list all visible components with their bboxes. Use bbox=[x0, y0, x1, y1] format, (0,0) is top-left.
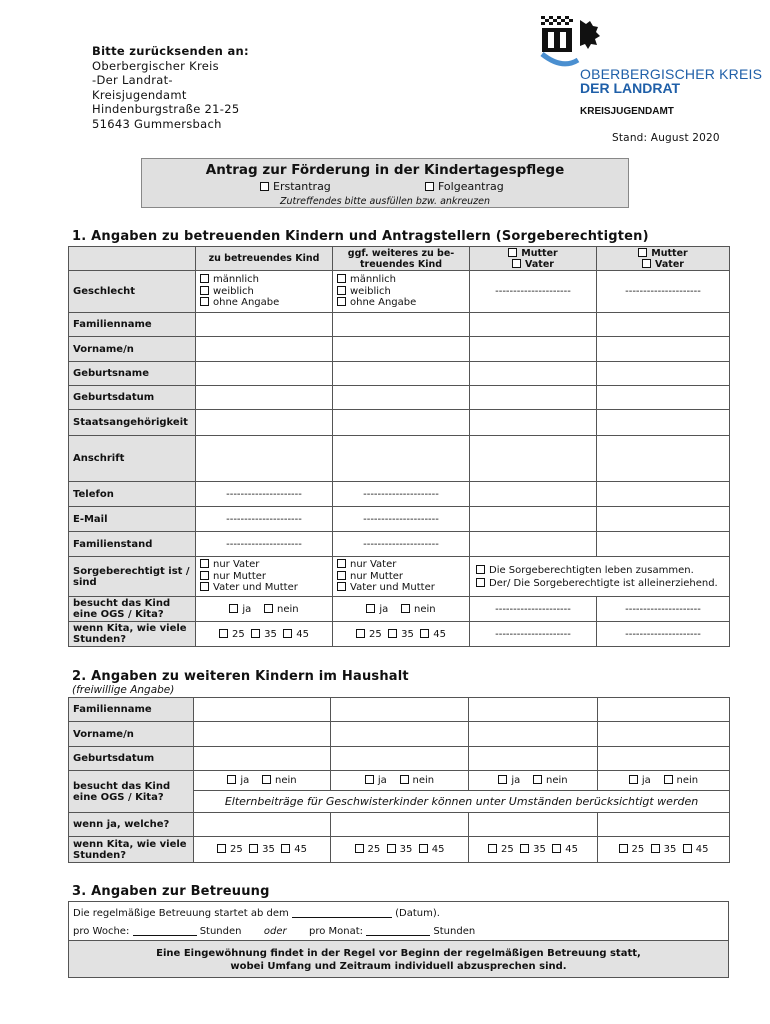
custody-mother[interactable] bbox=[337, 571, 465, 583]
title-note: Zutreffendes bitte ausfüllen bzw. ankreuzen bbox=[279, 196, 491, 207]
checkbox[interactable] bbox=[337, 274, 346, 283]
return-address-line: Kreisjugendamt bbox=[92, 87, 187, 102]
label: ja bbox=[379, 603, 389, 615]
option-ja[interactable] bbox=[498, 775, 520, 786]
option-25[interactable] bbox=[355, 844, 381, 855]
input-cell[interactable] bbox=[333, 386, 470, 410]
hours-options bbox=[196, 622, 333, 647]
return-address-line: -Der Landrat- bbox=[92, 73, 173, 87]
option-45[interactable] bbox=[283, 629, 309, 640]
label: ja bbox=[377, 775, 387, 786]
option-nein[interactable] bbox=[400, 775, 435, 786]
option-mutter[interactable] bbox=[601, 248, 725, 259]
label: nein bbox=[676, 775, 699, 786]
label: ja bbox=[242, 603, 252, 615]
label: Mutter bbox=[651, 247, 688, 259]
section3-box bbox=[68, 901, 729, 978]
form-title: Antrag zur Förderung in der Kindertagespflege bbox=[205, 162, 565, 178]
option-45[interactable] bbox=[281, 844, 307, 855]
option-ja[interactable] bbox=[366, 604, 388, 615]
option-ja[interactable] bbox=[229, 604, 251, 615]
checkbox[interactable] bbox=[337, 286, 346, 295]
option-45[interactable] bbox=[419, 844, 445, 855]
checkbox[interactable] bbox=[260, 182, 269, 191]
checkbox[interactable] bbox=[200, 582, 209, 591]
gender-male[interactable] bbox=[337, 274, 465, 286]
row-label-geburtsdatum: Geburtsdatum bbox=[69, 386, 196, 410]
input-cell[interactable] bbox=[598, 722, 730, 747]
input-cell[interactable] bbox=[196, 362, 333, 386]
not-applicable: --------------------- bbox=[196, 482, 333, 507]
label: 35 bbox=[262, 844, 275, 855]
label: 35 bbox=[663, 844, 677, 855]
not-applicable: --------------------- bbox=[597, 622, 730, 647]
label: 35 bbox=[401, 628, 414, 640]
option-vater[interactable] bbox=[474, 259, 592, 270]
label: weiblich bbox=[350, 285, 391, 297]
option-35[interactable] bbox=[388, 629, 414, 640]
checkbox[interactable] bbox=[249, 844, 258, 853]
option-nein[interactable] bbox=[533, 775, 568, 786]
checkbox[interactable] bbox=[664, 775, 673, 784]
option-35[interactable] bbox=[651, 844, 677, 855]
input-cell[interactable] bbox=[597, 337, 730, 362]
input-cell[interactable] bbox=[469, 722, 598, 747]
label: nur Mutter bbox=[213, 570, 267, 582]
row-label-stunden: wenn Kita, wie viele Stunden? bbox=[69, 837, 194, 863]
section2-heading: 2. Angaben zu weiteren Kindern im Haushalt bbox=[72, 669, 409, 684]
checkbox[interactable] bbox=[401, 604, 410, 613]
label: männlich bbox=[350, 274, 396, 286]
label: nein bbox=[546, 775, 568, 786]
gender-none[interactable] bbox=[337, 297, 465, 309]
input-cell[interactable] bbox=[196, 436, 333, 482]
row-label-stunden: wenn Kita, wie viele Stunden? bbox=[69, 622, 196, 647]
label: 25 bbox=[367, 844, 381, 855]
input-cell[interactable] bbox=[194, 722, 331, 747]
input-cell[interactable] bbox=[333, 436, 470, 482]
label: 35 bbox=[264, 628, 277, 640]
logo-line-1: OBERBERGISCHER KREIS bbox=[580, 66, 763, 82]
input-cell[interactable] bbox=[597, 507, 730, 532]
checkbox[interactable] bbox=[229, 604, 238, 613]
checkbox[interactable] bbox=[512, 259, 521, 268]
label: 25 bbox=[501, 844, 514, 855]
label: weiblich bbox=[213, 285, 254, 297]
row-label-geburtsdatum: Geburtsdatum bbox=[69, 747, 194, 771]
checkbox[interactable] bbox=[619, 844, 628, 853]
gender-male[interactable] bbox=[200, 274, 328, 286]
option-label: Erstantrag bbox=[273, 180, 331, 193]
checkbox[interactable] bbox=[387, 844, 396, 853]
not-applicable: --------------------- bbox=[196, 507, 333, 532]
checkbox[interactable] bbox=[200, 274, 209, 283]
option-vater[interactable] bbox=[601, 259, 725, 270]
custody-options-child1 bbox=[196, 557, 333, 597]
row-label-sorgeberechtigt: Sorgeberechtigt ist / sind bbox=[69, 557, 196, 597]
custody-options-child2 bbox=[333, 557, 470, 597]
input-cell[interactable] bbox=[333, 313, 470, 337]
checkbox[interactable] bbox=[520, 844, 529, 853]
input-cell[interactable] bbox=[470, 410, 597, 436]
return-address bbox=[92, 44, 249, 131]
gender-female[interactable] bbox=[200, 286, 328, 298]
option-25[interactable] bbox=[219, 629, 245, 640]
siblings-note: Elternbeiträge für Geschwisterkinder können unter Umständen berücksichtigt werden bbox=[194, 791, 730, 813]
label: nur Vater bbox=[213, 559, 260, 571]
custody-both[interactable] bbox=[337, 582, 465, 594]
label: 25 bbox=[369, 628, 382, 640]
hours-label: Stunden bbox=[433, 926, 476, 937]
label: ohne Angabe bbox=[350, 297, 417, 309]
checkbox[interactable] bbox=[219, 629, 228, 638]
input-cell[interactable] bbox=[470, 386, 597, 410]
label: ohne Angabe bbox=[213, 297, 280, 309]
checkbox[interactable] bbox=[227, 775, 236, 784]
input-cell[interactable] bbox=[597, 532, 730, 557]
input-cell[interactable] bbox=[470, 362, 597, 386]
checkbox[interactable] bbox=[366, 604, 375, 613]
return-address-line: Hindenburgstraße 21-25 bbox=[92, 102, 240, 116]
label: nein bbox=[412, 775, 435, 786]
option-25[interactable] bbox=[488, 844, 514, 855]
checkbox[interactable] bbox=[683, 844, 692, 853]
checkbox[interactable] bbox=[533, 775, 542, 784]
note-line: wobei Umfang und Zeitraum individuell abzusprechen sind. bbox=[230, 961, 567, 972]
input-cell[interactable] bbox=[470, 436, 597, 482]
label: männlich bbox=[213, 274, 259, 286]
input-cell[interactable] bbox=[331, 722, 469, 747]
input-cell[interactable] bbox=[194, 698, 331, 722]
row-label-geburtsname: Geburtsname bbox=[69, 362, 196, 386]
checkbox[interactable] bbox=[638, 248, 647, 257]
label: 45 bbox=[296, 628, 309, 640]
row-label-telefon: Telefon bbox=[69, 482, 196, 507]
option-25[interactable] bbox=[217, 844, 243, 855]
label: Vater und Mutter bbox=[350, 582, 435, 594]
gender-none[interactable] bbox=[200, 297, 328, 309]
ogs-options bbox=[469, 771, 598, 791]
row-label-staatsangehoerigkeit: Staatsangehörigkeit bbox=[69, 410, 196, 436]
label: Mutter bbox=[521, 247, 558, 259]
gender-options-child1 bbox=[196, 271, 333, 313]
label: nein bbox=[277, 603, 299, 615]
label: 45 bbox=[565, 844, 578, 855]
label: 45 bbox=[695, 844, 709, 855]
return-address-heading: Bitte zurücksenden an: bbox=[92, 44, 249, 58]
input-cell[interactable] bbox=[597, 482, 730, 507]
label: nur Mutter bbox=[350, 570, 404, 582]
hours-options bbox=[333, 622, 470, 647]
option-folgeantrag[interactable] bbox=[425, 180, 504, 193]
not-applicable: --------------------- bbox=[333, 507, 470, 532]
section1-table bbox=[68, 246, 730, 647]
input-cell[interactable] bbox=[331, 813, 469, 837]
input-cell[interactable] bbox=[597, 362, 730, 386]
title-box bbox=[141, 158, 629, 208]
checkbox[interactable] bbox=[337, 582, 346, 591]
hours-options bbox=[598, 837, 730, 863]
parents-single[interactable] bbox=[476, 577, 725, 590]
checkbox[interactable] bbox=[217, 844, 226, 853]
start-date-label: Die regelmäßige Betreuung startet ab dem bbox=[73, 908, 289, 919]
input-cell[interactable] bbox=[470, 507, 597, 532]
hours-row bbox=[73, 925, 475, 937]
parents-together[interactable] bbox=[476, 564, 725, 577]
checkbox[interactable] bbox=[420, 629, 429, 638]
hours-per-month-field[interactable] bbox=[366, 925, 430, 936]
row-label-vorname: Vorname/n bbox=[69, 337, 196, 362]
label: 35 bbox=[399, 844, 413, 855]
input-cell[interactable] bbox=[194, 813, 331, 837]
start-date-field[interactable] bbox=[292, 907, 392, 918]
input-cell[interactable] bbox=[597, 313, 730, 337]
custody-mother[interactable] bbox=[200, 571, 328, 583]
note-line: Eine Eingewöhnung findet in der Regel vor Beginn der regelmäßigen Betreuung statt, bbox=[156, 948, 641, 959]
row-label-familienname: Familienname bbox=[69, 313, 196, 337]
not-applicable: --------------------- bbox=[333, 482, 470, 507]
checkbox[interactable] bbox=[388, 629, 397, 638]
checkbox[interactable] bbox=[337, 571, 346, 580]
custody-father[interactable] bbox=[337, 559, 465, 571]
input-cell[interactable] bbox=[333, 337, 470, 362]
checkbox[interactable] bbox=[476, 578, 485, 587]
option-ja[interactable] bbox=[227, 775, 249, 786]
input-cell[interactable] bbox=[469, 747, 598, 771]
option-nein[interactable] bbox=[664, 775, 699, 786]
logo-line-2: DER LANDRAT bbox=[580, 80, 681, 96]
checkbox[interactable] bbox=[264, 604, 273, 613]
logo-line-3: KREISJUGENDAMT bbox=[580, 106, 674, 117]
header-parent-2 bbox=[597, 247, 730, 271]
input-cell[interactable] bbox=[470, 337, 597, 362]
checkbox[interactable] bbox=[281, 844, 290, 853]
row-label-ogs: besucht das Kind eine OGS / Kita? bbox=[69, 771, 194, 813]
row-label-ogs: besucht das Kind eine OGS / Kita? bbox=[69, 597, 196, 622]
label: 25 bbox=[232, 628, 245, 640]
checkbox[interactable] bbox=[552, 844, 561, 853]
label: Vater und Mutter bbox=[213, 582, 298, 594]
hours-label: Stunden bbox=[199, 926, 242, 937]
checkbox[interactable] bbox=[200, 286, 209, 295]
input-cell[interactable] bbox=[331, 698, 469, 722]
input-cell[interactable] bbox=[196, 410, 333, 436]
section2-subheading: (freiwillige Angabe) bbox=[72, 684, 175, 696]
checkbox[interactable] bbox=[651, 844, 660, 853]
option-nein[interactable] bbox=[401, 604, 436, 615]
input-cell[interactable] bbox=[470, 532, 597, 557]
checkbox[interactable] bbox=[283, 629, 292, 638]
option-45[interactable] bbox=[683, 844, 709, 855]
not-applicable: --------------------- bbox=[470, 622, 597, 647]
checkbox[interactable] bbox=[365, 775, 374, 784]
option-25[interactable] bbox=[619, 844, 645, 855]
checkbox[interactable] bbox=[419, 844, 428, 853]
input-cell[interactable] bbox=[597, 386, 730, 410]
label: Der/ Die Sorgeberechtigte ist alleinerziehend. bbox=[489, 577, 718, 589]
start-date-suffix: (Datum). bbox=[395, 908, 440, 919]
label: 35 bbox=[533, 844, 546, 855]
checkbox[interactable] bbox=[262, 775, 271, 784]
or-label: oder bbox=[263, 926, 287, 937]
label: nein bbox=[275, 775, 297, 786]
input-cell[interactable] bbox=[597, 410, 730, 436]
checkbox[interactable] bbox=[629, 775, 638, 784]
option-label: Folgeantrag bbox=[438, 180, 504, 193]
input-cell[interactable] bbox=[196, 386, 333, 410]
option-ja[interactable] bbox=[365, 775, 387, 786]
ogs-options bbox=[331, 771, 469, 791]
row-label-welche: wenn ja, welche? bbox=[69, 813, 194, 837]
input-cell[interactable] bbox=[597, 436, 730, 482]
label: 25 bbox=[230, 844, 243, 855]
checkbox[interactable] bbox=[498, 775, 507, 784]
input-cell[interactable] bbox=[470, 482, 597, 507]
checkbox[interactable] bbox=[200, 559, 209, 568]
section2-table bbox=[68, 697, 730, 863]
hours-per-week-field[interactable] bbox=[133, 925, 197, 936]
row-label-vorname: Vorname/n bbox=[69, 722, 194, 747]
input-cell[interactable] bbox=[331, 747, 469, 771]
header-child2: ggf. weiteres zu be-treuendes Kind bbox=[333, 247, 470, 271]
gender-female[interactable] bbox=[337, 286, 465, 298]
checkbox[interactable] bbox=[355, 844, 364, 853]
input-cell[interactable] bbox=[333, 362, 470, 386]
input-cell[interactable] bbox=[598, 813, 730, 837]
not-applicable: --------------------- bbox=[470, 597, 597, 622]
checkbox[interactable] bbox=[488, 844, 497, 853]
start-date-row bbox=[73, 907, 440, 919]
input-cell[interactable] bbox=[598, 698, 730, 722]
checkbox[interactable] bbox=[337, 297, 346, 306]
checkbox[interactable] bbox=[200, 571, 209, 580]
ogs-options bbox=[598, 771, 730, 791]
section1-heading: 1. Angaben zu betreuenden Kindern und Antragstellern (Sorgeberechtigten) bbox=[72, 229, 649, 244]
checkbox[interactable] bbox=[425, 182, 434, 191]
input-cell[interactable] bbox=[196, 313, 333, 337]
input-cell[interactable] bbox=[333, 410, 470, 436]
option-nein[interactable] bbox=[262, 775, 297, 786]
row-label-anschrift: Anschrift bbox=[69, 436, 196, 482]
not-applicable: --------------------- bbox=[597, 597, 730, 622]
hours-options bbox=[469, 837, 598, 863]
not-applicable: --------------------- bbox=[597, 271, 730, 313]
checkbox[interactable] bbox=[337, 559, 346, 568]
input-cell[interactable] bbox=[194, 747, 331, 771]
label: 45 bbox=[433, 628, 446, 640]
option-45[interactable] bbox=[420, 629, 446, 640]
ogs-options bbox=[333, 597, 470, 622]
option-45[interactable] bbox=[552, 844, 578, 855]
option-35[interactable] bbox=[251, 629, 277, 640]
custody-both[interactable] bbox=[200, 582, 328, 594]
custody-parents-options bbox=[470, 557, 730, 597]
district-logo bbox=[540, 14, 763, 124]
label: ja bbox=[240, 775, 250, 786]
checkbox[interactable] bbox=[356, 629, 365, 638]
option-erstantrag[interactable] bbox=[260, 180, 331, 193]
hours-options bbox=[331, 837, 469, 863]
input-cell[interactable] bbox=[196, 337, 333, 362]
checkbox[interactable] bbox=[508, 248, 517, 257]
return-address-line: Oberbergischer Kreis bbox=[92, 58, 219, 73]
checkbox[interactable] bbox=[251, 629, 260, 638]
not-applicable: --------------------- bbox=[470, 271, 597, 313]
checkbox[interactable] bbox=[400, 775, 409, 784]
option-35[interactable] bbox=[387, 844, 413, 855]
option-mutter[interactable] bbox=[474, 248, 592, 259]
row-label-email: E-Mail bbox=[69, 507, 196, 532]
custody-father[interactable] bbox=[200, 559, 328, 571]
row-label-familienstand: Familienstand bbox=[69, 532, 196, 557]
option-25[interactable] bbox=[356, 629, 382, 640]
week-label: pro Woche: bbox=[73, 926, 130, 937]
checkbox[interactable] bbox=[476, 565, 485, 574]
option-ja[interactable] bbox=[629, 775, 651, 786]
header-child: zu betreuendes Kind bbox=[196, 247, 333, 271]
option-35[interactable] bbox=[249, 844, 275, 855]
label: 25 bbox=[631, 844, 645, 855]
option-35[interactable] bbox=[520, 844, 546, 855]
return-address-line: 51643 Gummersbach bbox=[92, 116, 222, 131]
label: Vater bbox=[655, 258, 684, 270]
label: nein bbox=[414, 603, 436, 615]
stand-date: Stand: August 2020 bbox=[612, 132, 720, 144]
option-nein[interactable] bbox=[264, 604, 299, 615]
label: 45 bbox=[431, 844, 445, 855]
ogs-options bbox=[196, 597, 333, 622]
label: Die Sorgeberechtigten leben zusammen. bbox=[489, 564, 694, 576]
hours-options bbox=[194, 837, 331, 863]
input-cell[interactable] bbox=[469, 698, 598, 722]
header-parent-1 bbox=[470, 247, 597, 271]
ogs-options bbox=[194, 771, 331, 791]
corner-cell bbox=[69, 247, 196, 271]
label: ja bbox=[641, 775, 651, 786]
input-cell[interactable] bbox=[470, 313, 597, 337]
label: nur Vater bbox=[350, 559, 397, 571]
gender-options-child2 bbox=[333, 271, 470, 313]
row-label-geschlecht: Geschlecht bbox=[69, 271, 196, 313]
label: ja bbox=[511, 775, 521, 786]
input-cell[interactable] bbox=[598, 747, 730, 771]
section3-heading: 3. Angaben zur Betreuung bbox=[72, 884, 270, 899]
input-cell[interactable] bbox=[469, 813, 598, 837]
not-applicable: --------------------- bbox=[196, 532, 333, 557]
month-label: pro Monat: bbox=[308, 926, 364, 937]
not-applicable: --------------------- bbox=[333, 532, 470, 557]
label: Vater bbox=[525, 258, 554, 270]
label: 45 bbox=[294, 844, 307, 855]
settling-in-note bbox=[69, 940, 728, 977]
checkbox[interactable] bbox=[642, 259, 651, 268]
checkbox[interactable] bbox=[200, 297, 209, 306]
row-label-familienname: Familienname bbox=[69, 698, 194, 722]
